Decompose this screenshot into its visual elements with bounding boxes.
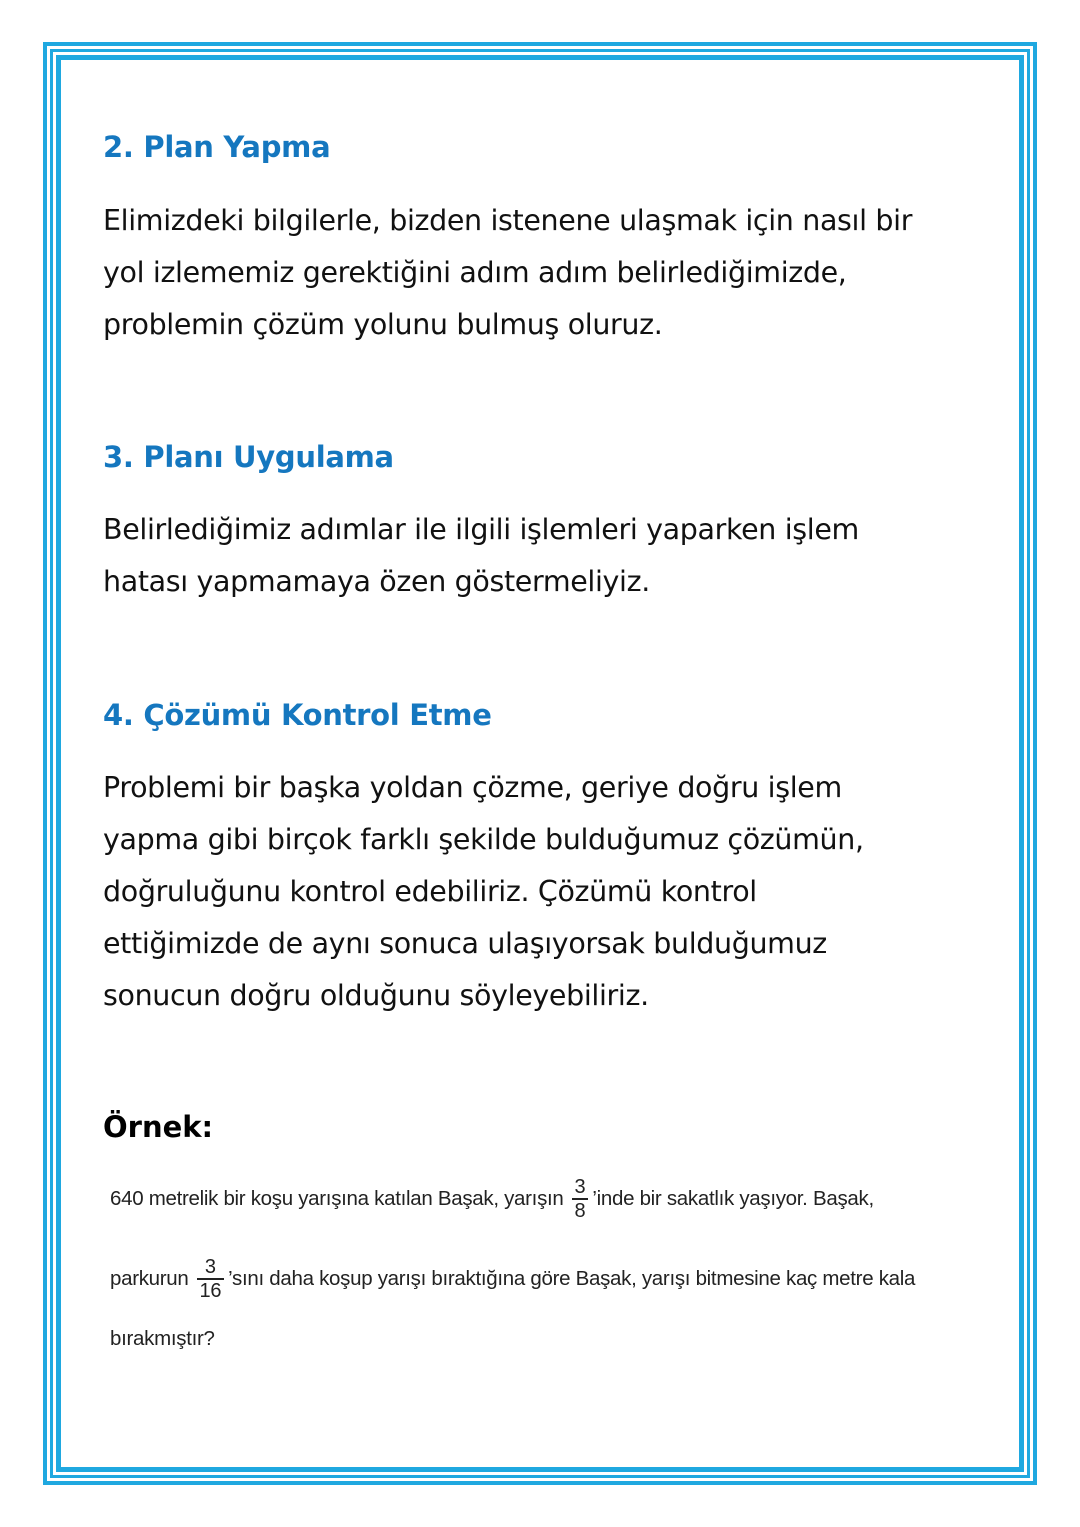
fraction-numerator: 3	[204, 1256, 216, 1278]
problem-text: ’inde bir sakatlık yaşıyor. Başak,	[592, 1187, 874, 1210]
paragraph-line: Elimizdeki bilgilerle, bizden istenene ulaşmak için nasıl bir	[103, 204, 913, 237]
fraction-denominator: 8	[574, 1200, 586, 1222]
problem-text: bırakmıştır?	[110, 1327, 215, 1350]
fraction-numerator: 3	[574, 1176, 586, 1198]
problem-text: parkurun	[110, 1267, 189, 1290]
paragraph-line: hatası yapmamaya özen göstermeliyiz.	[103, 565, 650, 598]
section-paragraph-plani-uygulama	[103, 504, 859, 608]
fraction-three-eighths	[572, 1176, 589, 1222]
problem-text: ’sını daha koşup yarışı bıraktığına göre Başak, yarışı bitmesine kaç metre kala	[228, 1267, 916, 1290]
problem-line-1	[110, 1176, 874, 1222]
fraction-denominator: 16	[199, 1280, 222, 1302]
paragraph-line: yol izlememiz gerektiğini adım adım belirlediğimizde,	[103, 256, 847, 289]
paragraph-line: problemin çözüm yolunu bulmuş oluruz.	[103, 308, 663, 341]
section-paragraph-plan-yapma	[103, 195, 912, 351]
section-heading-plan-yapma: 2. Plan Yapma	[103, 130, 331, 164]
section-heading-cozumu-kontrol-etme: 4. Çözümü Kontrol Etme	[103, 698, 492, 732]
problem-text: 640 metrelik bir koşu yarışına katılan Başak, yarışın	[110, 1187, 564, 1210]
problem-line-3	[110, 1327, 215, 1351]
paragraph-line: doğruluğunu kontrol edebiliriz. Çözümü kontrol	[103, 875, 757, 908]
paragraph-line: yapma gibi birçok farklı şekilde bulduğumuz çözümün,	[103, 823, 864, 856]
section-heading-plani-uygulama: 3. Planı Uygulama	[103, 440, 394, 474]
paragraph-line: Belirlediğimiz adımlar ile ilgili işlemleri yaparken işlem	[103, 513, 859, 546]
example-label: Örnek:	[103, 1110, 214, 1144]
paragraph-line: Problemi bir başka yoldan çözme, geriye doğru işlem	[103, 771, 842, 804]
fraction-three-sixteenths	[197, 1256, 225, 1302]
problem-line-2	[110, 1256, 915, 1302]
paragraph-line: ettiğimizde de aynı sonuca ulaşıyorsak bulduğumuz	[103, 927, 827, 960]
paragraph-line: sonucun doğru olduğunu söyleyebiliriz.	[103, 979, 649, 1012]
section-paragraph-cozumu-kontrol-etme	[103, 762, 864, 1022]
